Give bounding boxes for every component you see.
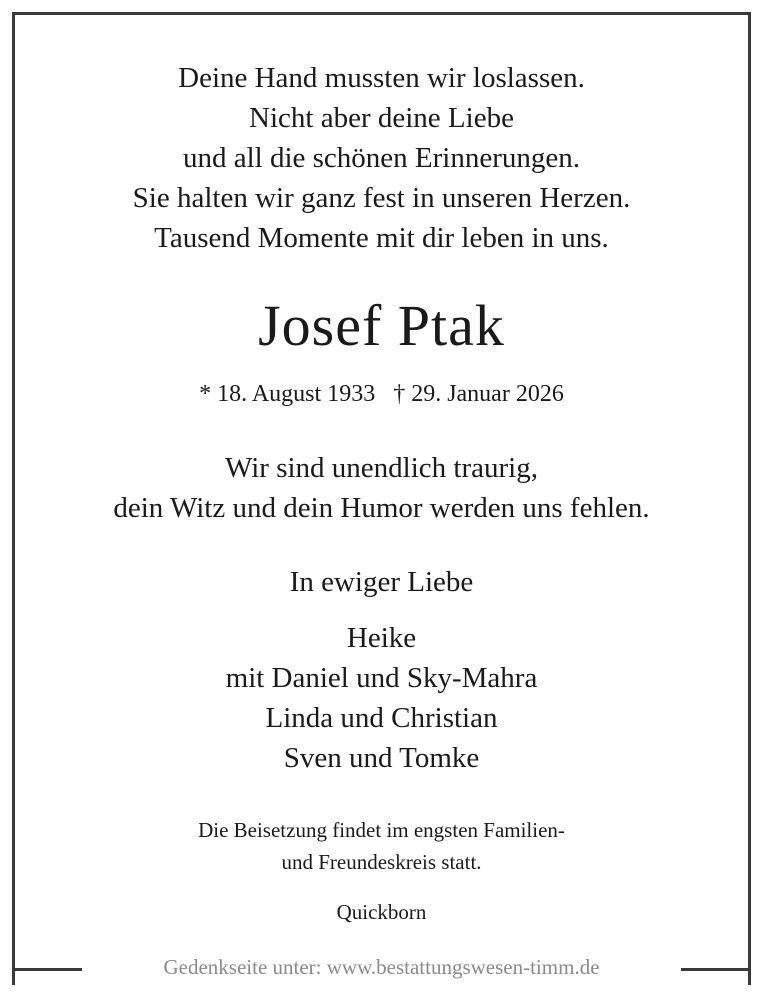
- notice-line: Die Beisetzung findet im engsten Familien-: [198, 818, 565, 842]
- funeral-notice: [20, 814, 743, 878]
- life-dates: [20, 378, 743, 410]
- family-line: mit Daniel und Sky-Mahra: [225, 662, 538, 694]
- memorial-page-link: Gedenkseite unter: www.bestattungswesen-timm.de: [163, 955, 600, 979]
- mourning-message: [20, 448, 743, 528]
- family-line: Sven und Tomke: [283, 742, 480, 774]
- verse-line: Nicht aber deine Liebe: [249, 102, 514, 134]
- family-names: [20, 618, 743, 778]
- verse-line: und all die schönen Erinnerungen.: [182, 142, 581, 174]
- death-date: † 29. Januar 2026: [393, 381, 564, 407]
- verse-line: Tausend Momente mit dir leben in uns.: [154, 222, 609, 254]
- verse-line: Deine Hand mussten wir loslassen.: [178, 62, 585, 94]
- family-line: Heike: [346, 622, 417, 654]
- verse-line: Sie halten wir ganz fest in unseren Herzen.: [132, 182, 631, 214]
- birth-date: * 18. August 1933: [199, 381, 376, 407]
- message-line: Wir sind unendlich traurig,: [225, 452, 538, 484]
- memorial-verse: [20, 58, 743, 258]
- notice-line: und Freundeskreis statt.: [281, 850, 482, 874]
- family-line: Linda und Christian: [265, 702, 498, 734]
- closing-phrase: In ewiger Liebe: [289, 566, 474, 598]
- place-name: Quickborn: [336, 900, 427, 924]
- message-line: dein Witz und dein Humor werden uns fehlen.: [113, 492, 650, 524]
- deceased-name: Josef Ptak: [258, 293, 505, 358]
